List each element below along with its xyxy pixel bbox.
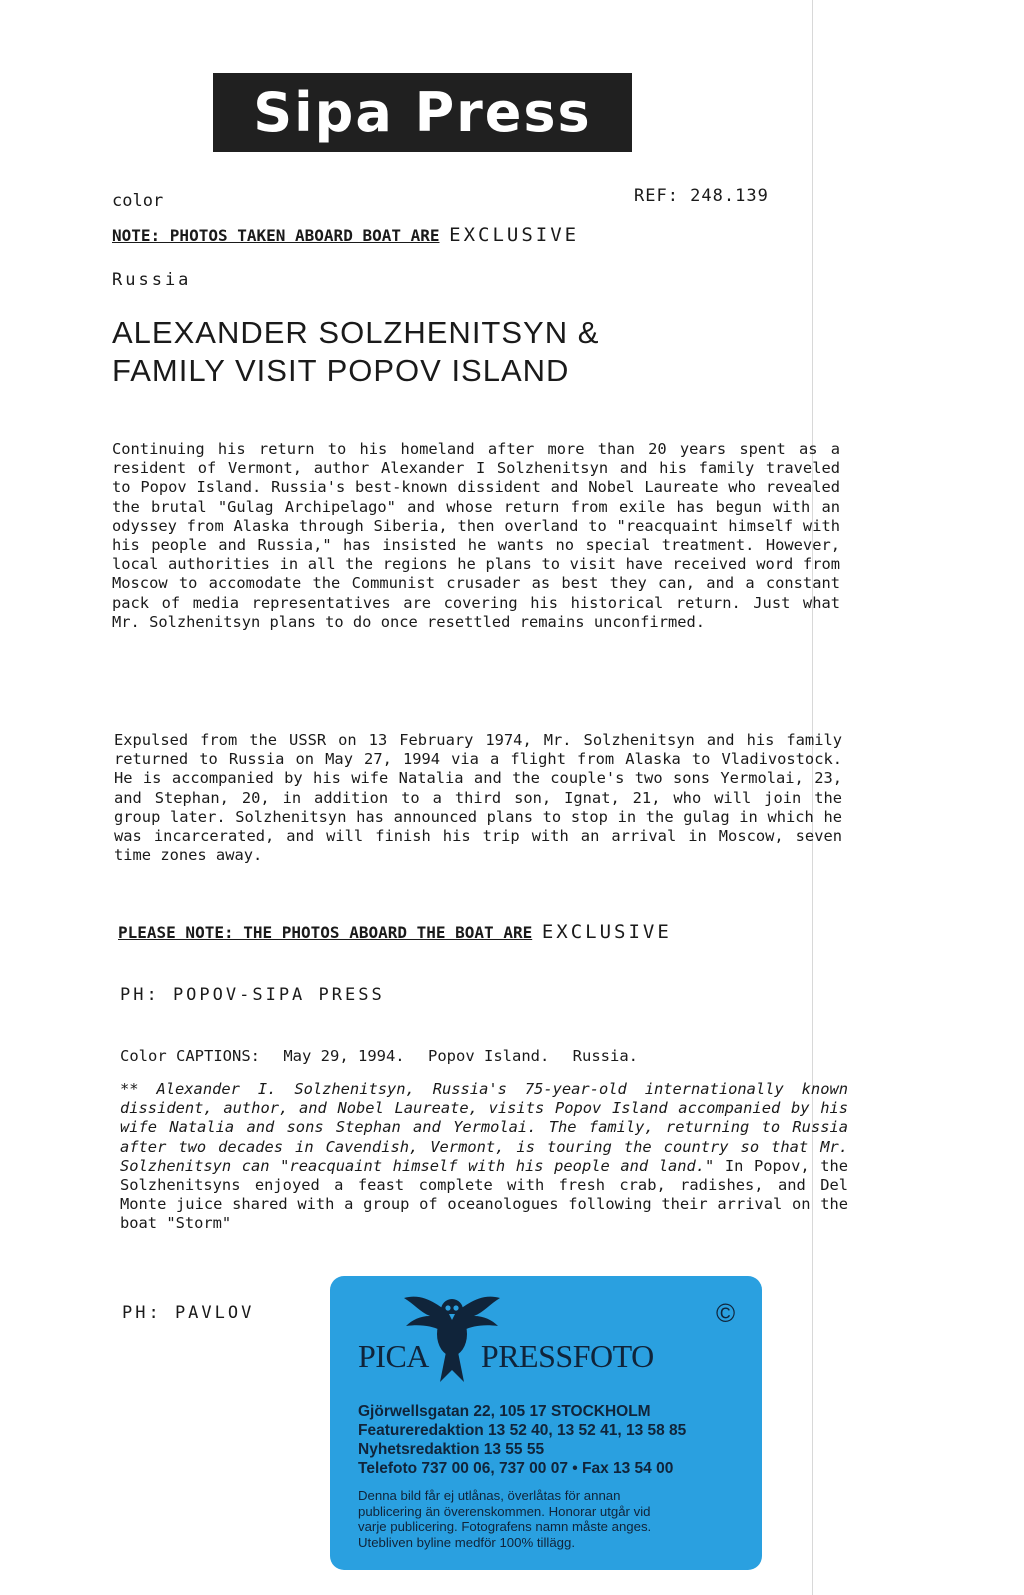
exclusive-note <box>112 224 579 246</box>
copyright-symbol: © <box>716 1298 736 1328</box>
captions-place: Popov Island. <box>428 1047 550 1065</box>
color-label: color <box>112 191 164 211</box>
please-note <box>118 921 672 943</box>
fine-print-line: Utebliven byline medför 100% tillägg. <box>358 1534 575 1550</box>
caption-italic-text: ** Alexander I. Solzhenitsyn, Russia's 75-year-old internationally known dissident, author, and Nobel Laureate, visits Popov Island accompanied by his wife Natalia and sons Stephan and Yermolai. The family, returning to Russia after two decades in Cavendish, Vermont, is touring the country so that Mr. Solzhenitsyn can "reacquaint himself with his people and land." <box>120 1080 848 1175</box>
stamp-fine-print <box>358 1488 651 1550</box>
fine-print-line: publicering än överenskommen. Honorar utgår vid <box>358 1503 651 1519</box>
please-note-exclusive: EXCLUSIVE <box>541 921 672 943</box>
caption-text <box>120 1080 848 1234</box>
photo-credit-popov: PH: POPOV-SIPA PRESS <box>120 985 385 1005</box>
pica-brand-name <box>358 1338 654 1375</box>
fine-print-line: varje publicering. Fotografens namn måste anges. <box>358 1519 652 1535</box>
stamp-address <box>358 1402 686 1478</box>
address-line: Gjörwellsgatan 22, 105 17 STOCKHOLM <box>358 1403 651 1420</box>
brand-left: PICA <box>358 1338 429 1374</box>
address-line: Nyhetsredaktion 13 55 55 <box>358 1441 545 1458</box>
photo-credit-pavlov: PH: PAVLOV <box>122 1303 255 1323</box>
headline-line-2: FAMILY VISIT POPOV ISLAND <box>112 353 570 388</box>
body-paragraph-2: Expulsed from the USSR on 13 February 1974, Mr. Solzhenitsyn and his family returned to Russia on May 27, 1994 via a flight from Alaska to Vladivostock. He is accompanied by his wife Natalia and the couple's two sons Yermolai, 23, and Stephan, 20, in addition to a third son, Ignat, 21, who will join the group later. Solzhenitsyn has announced plans to stop in the gulag in which he was incarcerated, and will finish his trip with an arrival in Moscow, seven time zones away. <box>114 731 842 865</box>
caption-regular-text: In Popov, the Solzhenitsyns enjoyed a feast complete with fresh crab, radishes, and Del Monte juice shared with a group of oceanologues following their arrival on the boat "Storm" <box>120 1156 848 1233</box>
brand-right: PRESSFOTO <box>480 1338 654 1374</box>
captions-date: May 29, 1994. <box>283 1047 405 1065</box>
address-line: Telefoto 737 00 06, 737 00 07 • Fax 13 54 00 <box>358 1460 674 1477</box>
captions-header <box>120 1047 652 1065</box>
headline-line-1: ALEXANDER SOLZHENITSYN & <box>112 315 600 350</box>
please-note-underlined: PLEASE NOTE: THE PHOTOS ABOARD THE BOAT ARE <box>118 923 533 942</box>
body-paragraph-1: Continuing his return to his homeland after more than 20 years spent as a resident of Vermont, author Alexander I Solzhenitsyn and his family traveled to Popov Island. Russia's best-known dissident and Nobel Laureate who revealed the brutal "Gulag Archipelago" and whose return from exile has begun with an odyssey from Alaska through Siberia, then overland to "reacquaint himself with his people and Russia," has insisted he wants no special treatment. However, local authorities in all the regions he plans to visit have received word from Moscow to accomodate the Communist crusader as best they can, and a constant pack of media representatives are covering his historical return. Just what Mr. Solzhenitsyn plans to do once resettled remains unconfirmed. <box>112 440 840 631</box>
captions-label: Color CAPTIONS: <box>120 1047 260 1065</box>
sipa-press-logo: Sipa Press <box>213 73 632 152</box>
country-label: Russia <box>112 270 192 290</box>
fine-print-line: Denna bild får ej utlånas, överlåtas för annan <box>358 1488 621 1503</box>
pica-pressfoto-stamp <box>330 1276 762 1570</box>
reference-number: REF: 248.139 <box>634 186 769 206</box>
address-line: Featureredaktion 13 52 40, 13 52 41, 13 58 85 <box>358 1422 687 1439</box>
headline <box>112 314 732 390</box>
note-exclusive: EXCLUSIVE <box>449 224 580 246</box>
captions-country: Russia. <box>572 1047 638 1065</box>
note-underlined: NOTE: PHOTOS TAKEN ABOARD BOAT ARE <box>112 226 440 245</box>
